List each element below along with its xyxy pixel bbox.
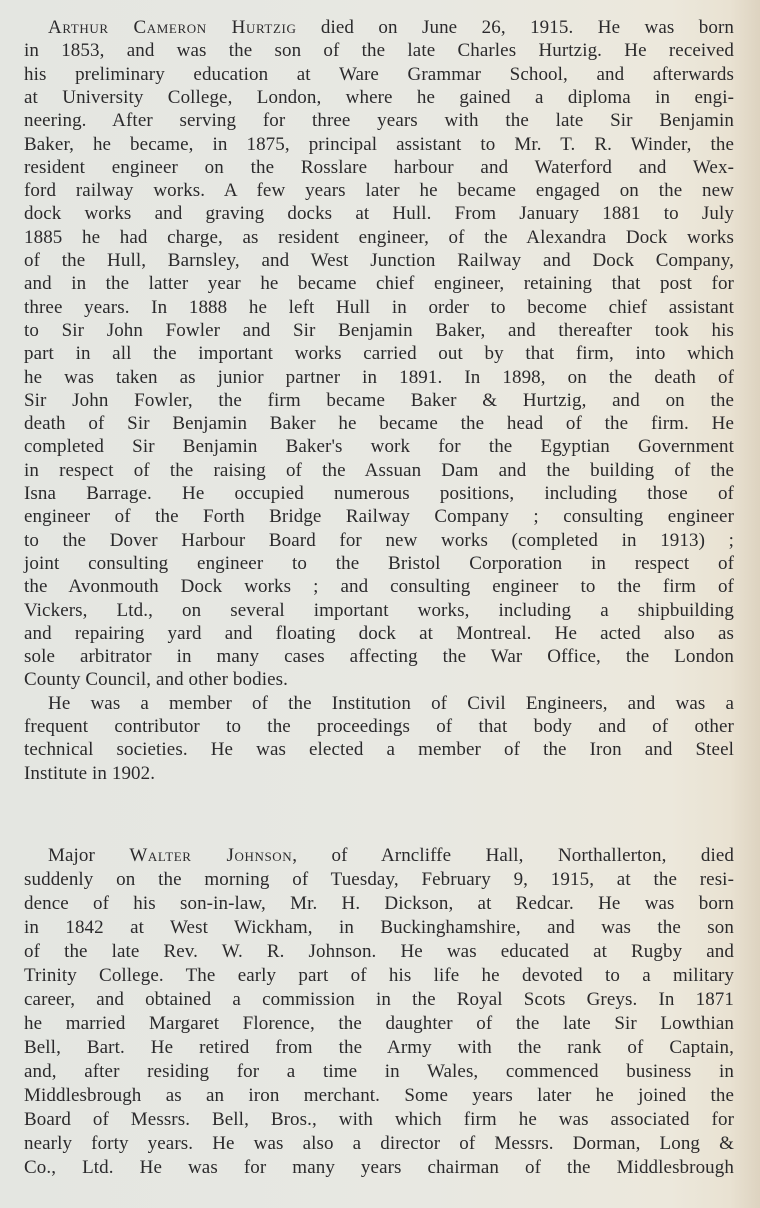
obituary-name: Arthur Cameron Hurtzig (48, 17, 297, 38)
text-line: Arthur Cameron Hurtzig died on June 26, 1915. He was born (48, 17, 734, 38)
text-line: three years. In 1888 he left Hull in order to become chief assistant (24, 296, 734, 318)
text-line: Bell, Bart. He retired from the Army with the rank of Captain, (24, 1037, 734, 1058)
text-line: to Sir John Fowler and Sir Benjamin Baker, and thereafter took his (24, 319, 734, 341)
text-line: at University College, London, where he gained a diploma in engi- (24, 86, 734, 108)
text-line: County Council, and other bodies. (24, 669, 288, 691)
text-line: part in all the important works carried out by that firm, into which (24, 343, 734, 365)
text-line: Major Walter Johnson, of Arncliffe Hall, Northallerton, died (48, 845, 734, 866)
obituary-name: Walter Johnson (129, 845, 293, 866)
text-line: engineer of the Forth Bridge Railway Company ; consulting engineer (24, 506, 734, 528)
text-line: Baker, he became, in 1875, principal assistant to Mr. T. R. Winder, the (24, 133, 734, 155)
text-line: resident engineer on the Rosslare harbour and Waterford and Wex- (24, 156, 734, 178)
text-line: and, after residing for a time in Wales, commenced business in (24, 1061, 734, 1082)
text-line: Trinity College. The early part of his life he devoted to a military (24, 965, 734, 986)
text-line: in respect of the raising of the Assuan Dam and the building of the (24, 459, 734, 481)
text-line: Middlesbrough as an iron merchant. Some years later he joined the (24, 1085, 734, 1106)
text-line: frequent contributor to the proceedings of that body and of other (24, 716, 734, 737)
text-line: dence of his son-in-law, Mr. H. Dickson, at Redcar. He was born (24, 893, 734, 914)
text-line: Institute in 1902. (24, 762, 156, 784)
text-line: the Avonmouth Dock works ; and consulting engineer to the firm of (24, 576, 734, 598)
text-line: he married Margaret Florence, the daughter of the late Sir Lowthian (24, 1013, 734, 1034)
text-line: he was taken as junior partner in 1891. In 1898, on the death of (24, 366, 734, 388)
text-line: Sir John Fowler, the firm became Baker & Hurtzig, and on the (24, 389, 734, 411)
text-line: He was a member of the Institution of Civil Engineers, and was a (48, 692, 734, 714)
text-line: and in the latter year he became chief engineer, retaining that post for (24, 273, 734, 295)
text-line: Co., Ltd. He was for many years chairman of the Middlesbrough (24, 1157, 734, 1178)
text-line: of the Hull, Barnsley, and West Junction Railway and Dock Company, (24, 250, 734, 271)
text-line: completed Sir Benjamin Baker's work for the Egyptian Government (24, 436, 734, 458)
text-line: nearly forty years. He was also a director of Messrs. Dorman, Long & (24, 1133, 734, 1154)
text-line: Isna Barrage. He occupied numerous positions, including those of (24, 483, 734, 504)
text-line: joint consulting engineer to the Bristol Corporation in respect of (24, 552, 734, 574)
text-line: ford railway works. A few years later he became engaged on the new (24, 180, 734, 202)
text-line: neering. After serving for three years with the late Sir Benjamin (24, 110, 734, 132)
text-line: death of Sir Benjamin Baker he became the head of the firm. He (24, 413, 734, 435)
text-line: sole arbitrator in many cases affecting the War Office, the London (24, 646, 734, 668)
text-line: to the Dover Harbour Board for new works (completed in 1913) ; (24, 529, 734, 551)
text-line: Board of Messrs. Bell, Bros., with which firm he was associated for (24, 1109, 734, 1130)
text-line: career, and obtained a commission in the Royal Scots Greys. In 1871 (24, 989, 734, 1010)
text-line: and repairing yard and floating dock at Montreal. He acted also as (24, 622, 734, 644)
text-line: suddenly on the morning of Tuesday, February 9, 1915, at the resi- (24, 869, 734, 890)
text-line: of the late Rev. W. R. Johnson. He was educated at Rugby and (24, 941, 734, 962)
text-line: dock works and graving docks at Hull. From January 1881 to July (24, 203, 734, 225)
text-line: Vickers, Ltd., on several important works, including a shipbuilding (24, 599, 734, 621)
text-line: technical societies. He was elected a member of the Iron and Steel (24, 739, 734, 761)
text-line: 1885 he had charge, as resident engineer, of the Alexandra Dock works (24, 226, 734, 248)
text-line: in 1842 at West Wickham, in Buckinghamshire, and was the son (24, 917, 734, 938)
text-line: in 1853, and was the son of the late Charles Hurtzig. He received (24, 40, 734, 62)
text-line: his preliminary education at Ware Grammar School, and afterwards (24, 63, 734, 85)
